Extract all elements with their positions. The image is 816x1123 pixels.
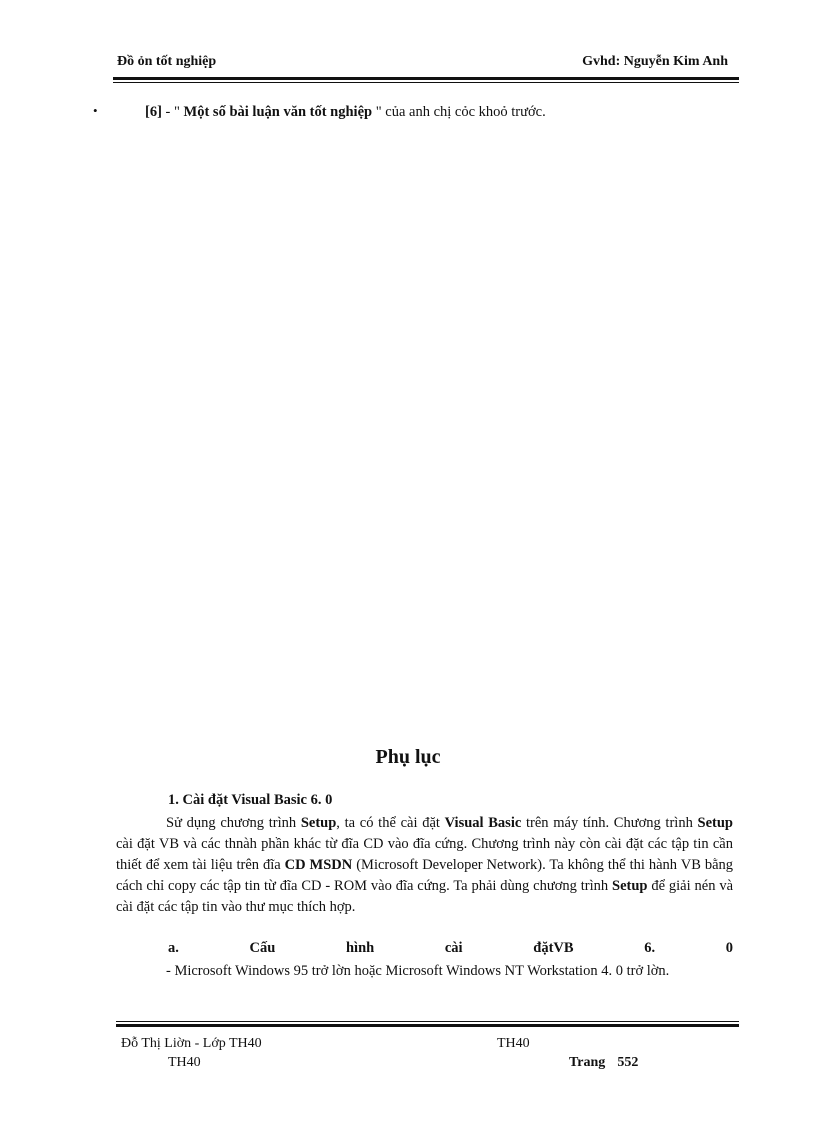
subsection-word: Cấu xyxy=(249,940,276,956)
footer-rule-thin xyxy=(116,1021,739,1022)
para-bold-cd-msdn: CD MSDN xyxy=(284,857,353,873)
page-number: 552 xyxy=(617,1055,639,1070)
para-text-5: (Microsoft Developer Network). Ta không thể thi hành VB bằng cách chỉ copy các tập tin từ đĩa CD - ROM vào đĩa cứng. Ta phải dùng chương trình xyxy=(116,857,734,894)
footer-rule-thick xyxy=(116,1024,739,1027)
requirement-paragraph xyxy=(116,961,733,982)
para-text-4: cài đặt VB và các thnàh phần khác từ đĩa CD vào đĩa cứng. Chương trình này còn cài đặt các tập tin cần thiết để xem tài liệu trên đĩa xyxy=(116,836,733,873)
reference-title: Một số bài luận văn tốt nghiệp xyxy=(183,104,373,120)
reference-label: [6] xyxy=(145,104,162,120)
requirement-text: - Microsoft Windows 95 trở lờn hoặc Microsoft Windows NT Workstation 4. 0 trở lờn. xyxy=(166,963,670,979)
section-title: 1. Cài đặt Visual Basic 6. 0 xyxy=(168,792,333,808)
reference-rest: " của anh chị cỏc khoỏ trước. xyxy=(372,104,546,120)
page-label: Trang xyxy=(569,1055,606,1070)
footer-author: Đỗ Thị Liờn - Lớp TH40 xyxy=(121,1036,262,1051)
para-bold-setup-1: Setup xyxy=(300,815,337,831)
header-left-title: Đồ ỏn tốt nghiệp xyxy=(117,54,217,69)
subsection-word: 6. xyxy=(644,940,656,956)
para-text-2: , ta có thể cài đặt xyxy=(336,815,445,831)
subsection-word: a. xyxy=(168,940,179,956)
footer-page xyxy=(569,1055,638,1071)
bullet-icon: • xyxy=(93,103,98,118)
subsection-word: đặtVB xyxy=(533,940,574,956)
para-text-6: để giải nén và cài đặt các tập tin vào thư mục thích hợp. xyxy=(116,878,733,915)
subsection-word: hình xyxy=(345,940,375,956)
subsection-word: 0 xyxy=(725,940,733,956)
reference-text xyxy=(145,104,546,121)
header-advisor: Gvhd: Nguyễn Kim Anh xyxy=(582,54,728,69)
para-bold-setup-3: Setup xyxy=(612,878,648,894)
header-rule-thick xyxy=(113,77,739,80)
subsection-word: cài xyxy=(444,940,463,956)
para-bold-setup-2: Setup xyxy=(697,815,733,831)
para-text-3: trên máy tính. Chương trình xyxy=(521,815,698,831)
header-rule-thin xyxy=(113,82,739,83)
para-bold-visual-basic: Visual Basic xyxy=(444,815,522,831)
setup-paragraph xyxy=(116,813,733,918)
footer-class-mid: TH40 xyxy=(497,1036,530,1051)
para-text-1: Sử dụng chương trình xyxy=(166,815,301,831)
appendix-heading: Phụ lục xyxy=(375,746,441,768)
footer-class-second: TH40 xyxy=(168,1055,201,1070)
subsection-title xyxy=(168,940,733,957)
reference-dash: - " xyxy=(161,104,184,120)
